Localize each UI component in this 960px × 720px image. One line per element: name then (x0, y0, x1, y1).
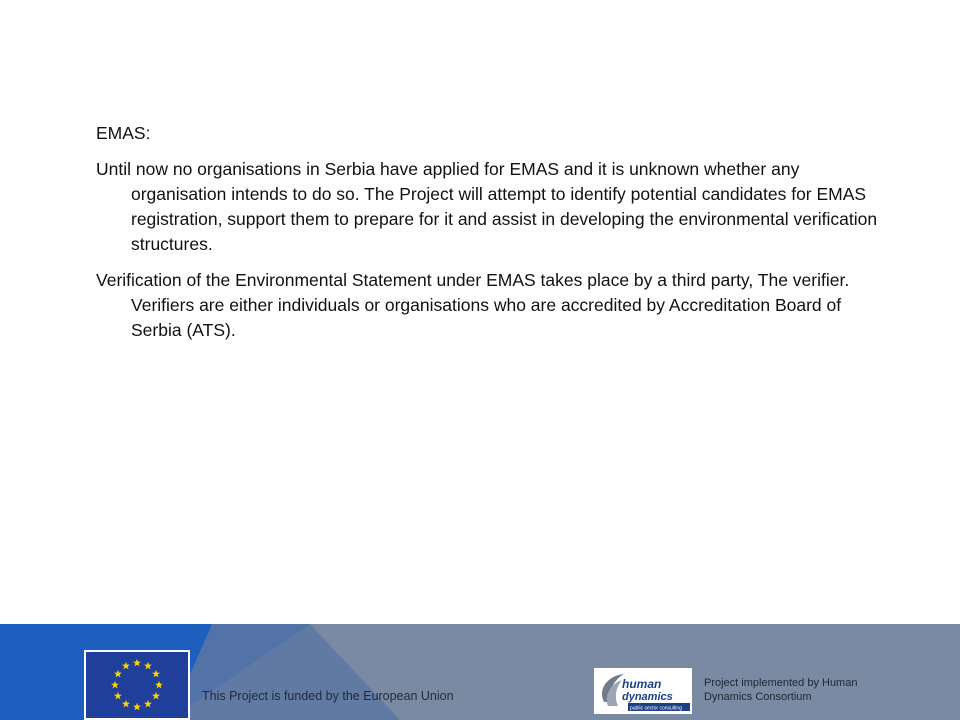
logo-word-human: human (622, 677, 662, 691)
heading-emas: EMAS: (96, 123, 151, 143)
footer-band (0, 624, 960, 720)
logo-word-dynamics: dynamics (622, 691, 673, 703)
paragraph-verification: Verification of the Environmental Statement under EMAS takes place by a third party, The verifier. Verifiers are either individuals or organisations who are accredited by Accreditation Board of Serbia (ATS). (96, 270, 850, 340)
paragraph-applications: Until now no organisations in Serbia have applied for EMAS and it is unknown whether any organisation intends to do so. The Project will attempt to identify potential candidates for EMAS registration, support them to prepare for it and assist in developing the environmental verification structures. (96, 159, 878, 254)
slide-body (96, 121, 886, 354)
human-dynamics-logo (594, 668, 692, 714)
implemented-by-text: Project implemented by Human Dynamics Consortium (704, 677, 858, 703)
logo-tagline: public sector consulting (630, 705, 682, 712)
eu-flag-logo (84, 650, 190, 720)
funded-by-eu-text: This Project is funded by the European Union (202, 689, 454, 703)
